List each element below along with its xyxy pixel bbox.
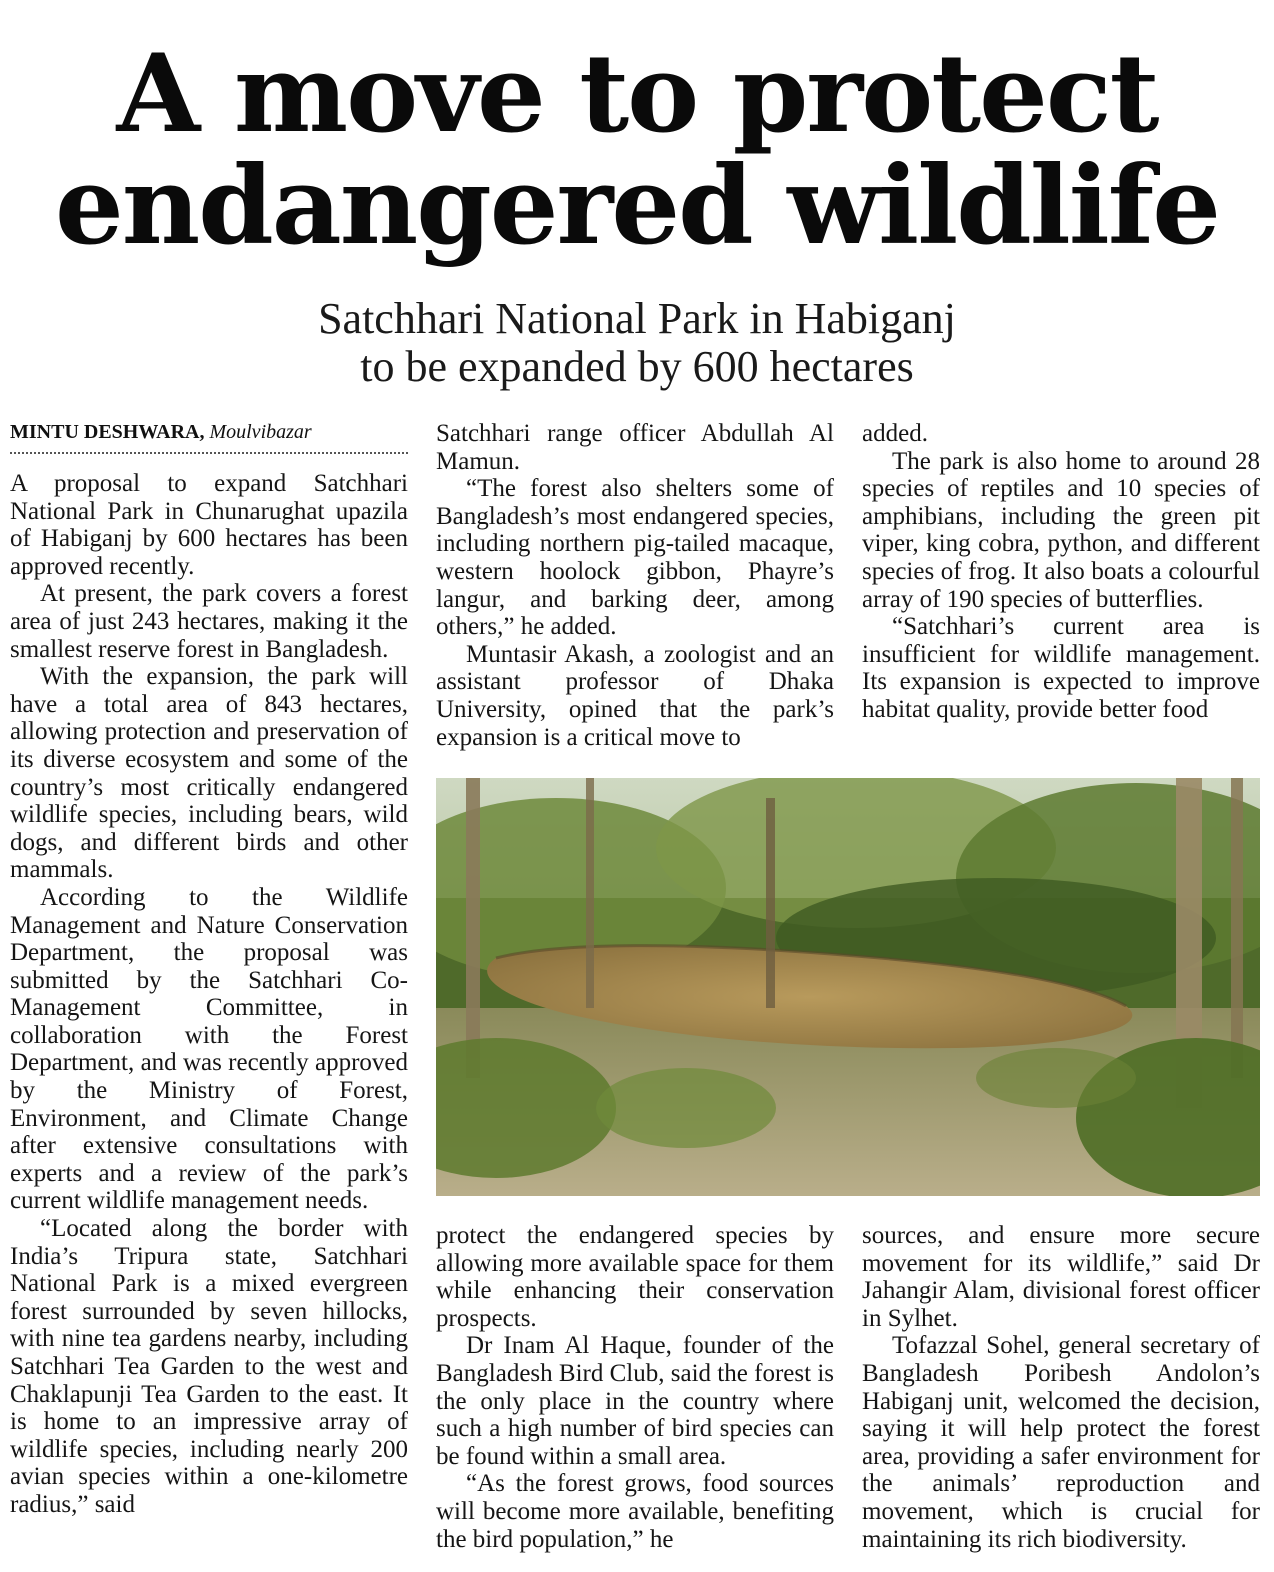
headline bbox=[0, 31, 1274, 269]
article-column-3-top bbox=[862, 420, 1260, 724]
article-column-3-bottom bbox=[862, 1222, 1260, 1553]
paragraph: “Satchhari’s current area is insufficient for wildlife management. Its expansion is expected to improve habitat quality, provide better food bbox=[862, 613, 1260, 723]
headline-line-1: A move to protect bbox=[116, 31, 1158, 157]
paragraph: Satchhari range officer Abdullah Al Mamun. bbox=[436, 420, 834, 475]
forest-pond-photo bbox=[436, 778, 1260, 1196]
article-column-1 bbox=[10, 470, 408, 1519]
paragraph: The park is also home to around 28 species of reptiles and 10 species of amphibians, including the green pit viper, king cobra, python, and different species of frog. It also boats a colourful array of 190 species of butterflies. bbox=[862, 447, 1260, 613]
subhead-line-1: Satchhari National Park in Habiganj bbox=[318, 294, 956, 343]
forest-pond-illustration bbox=[436, 778, 1260, 1196]
subheadline bbox=[0, 295, 1274, 391]
byline-location: Moulvibazar bbox=[209, 421, 312, 443]
paragraph: “The forest also shelters some of Bangladesh’s most endangered species, including northern pig-tailed macaque, western hoolock gibbon, Phayre’s langur, and barking deer, among others,” he added. bbox=[436, 475, 834, 641]
paragraph: protect the endangered species by allowing more available space for them while enhancing their conservation prospects. bbox=[436, 1222, 834, 1332]
paragraph: added. bbox=[862, 420, 928, 447]
paragraph: sources, and ensure more secure movement for its wildlife,” said Dr Jahangir Alam, divisional forest officer in Sylhet. bbox=[862, 1222, 1260, 1332]
subhead-line-2: to be expanded by 600 hectares bbox=[360, 342, 914, 391]
article-column-2-bottom bbox=[436, 1222, 834, 1553]
paragraph: At present, the park covers a forest area of just 243 hectares, making it the smallest reserve forest in Bangladesh. bbox=[10, 580, 408, 663]
paragraph: “Located along the border with India’s Tripura state, Satchhari National Park is a mixed evergreen forest surrounded by seven hillocks, with nine tea gardens nearby, including Satchhari Tea Garden to the west and Chaklapunji Tea Garden to the east. It is home to an impressive array of wildlife species, including nearly 200 avian species within a one-kilometre radius,” said bbox=[10, 1215, 408, 1518]
paragraph: Muntasir Akash, a zoologist and an assistant professor of Dhaka University, opined that the park’s expansion is a critical move to bbox=[436, 640, 834, 751]
paragraph: With the expansion, the park will have a total area of 843 hectares, allowing protection and preservation of its diverse ecosystem and some of the country’s most critically endangered wildlife species, including bears, wild dogs, and different birds and other mammals. bbox=[10, 663, 408, 884]
paragraph: Dr Inam Al Haque, founder of the Bangladesh Bird Club, said the forest is the only place in the country where such a high number of bird species can be found within a small area. bbox=[436, 1332, 834, 1470]
paragraph: A proposal to expand Satchhari National Park in Chunarughat upazila of Habiganj by 600 hectares has been approved recently. bbox=[10, 470, 408, 580]
paragraph: According to the Wildlife Management and Nature Conservation Department, the proposal was submitted by the Satchhari Co-Management Committee, in collaboration with the Forest Department, and was recently approved by the Ministry of Forest, Environment, and Climate Change after extensive consultations with experts and a review of the park’s current wildlife management needs. bbox=[10, 883, 408, 1215]
byline bbox=[10, 420, 408, 454]
headline-line-2: endangered wildlife bbox=[55, 143, 1219, 269]
paragraph: “As the forest grows, food sources will become more available, benefiting the bird population,” he bbox=[436, 1470, 834, 1553]
byline-author: MINTU DESHWARA, bbox=[10, 421, 205, 443]
paragraph: Tofazzal Sohel, general secretary of Bangladesh Poribesh Andolon’s Habiganj unit, welcomed the decision, saying it will help protect the forest area, providing a safer environment for the animals’ reproduction and movement, which is crucial for maintaining its rich biodiversity. bbox=[862, 1332, 1260, 1553]
article-column-2-top bbox=[436, 420, 834, 751]
